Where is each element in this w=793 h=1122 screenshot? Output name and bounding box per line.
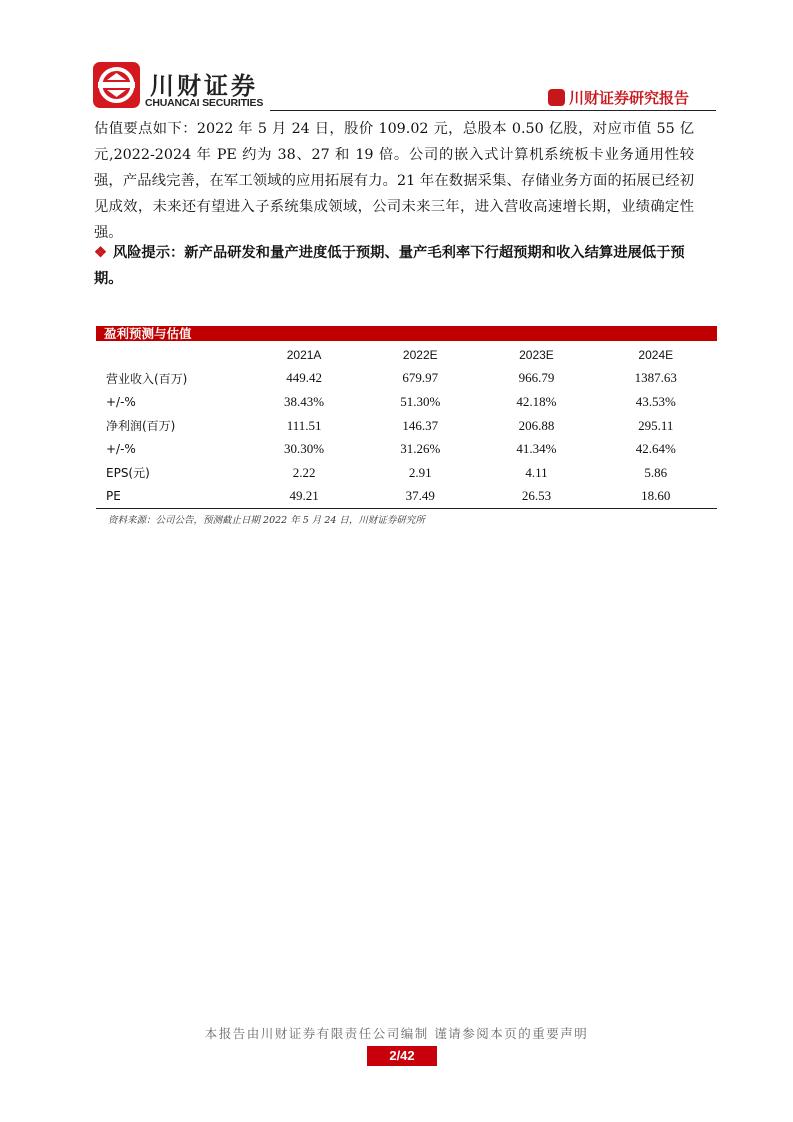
table-title: 盈利预测与估值 [96,326,717,341]
row-label: PE [106,489,121,504]
row-label: EPS(元) [106,466,150,481]
table-cell: 2.22 [292,464,316,480]
diamond-bullet-icon: ❖ [94,245,107,261]
table-cell: 449.42 [286,370,322,386]
brand-name-en: CHUANCAI SECURITIES [145,97,264,109]
brand-name-cn: 川财证券 [150,72,258,100]
table-cell: 31.26% [400,441,441,457]
footer-disclaimer: 本报告由川财证券有限责任公司编制 谨请参阅本页的重要声明 [204,1026,589,1041]
table-cell: 1387.63 [634,370,677,386]
table-cell: 42.64% [635,441,676,457]
table-cell: 146.37 [402,417,439,433]
table-source: 资料来源：公司公告，预测截止日期 2022 年 5 月 24 日，川财证券研究所 [108,515,425,526]
table-cell: 43.53% [635,393,676,409]
table-cell: 966.79 [518,370,555,386]
table-cell: 38.43% [284,393,325,409]
table-cell: 5.86 [644,464,668,480]
risk-text: 风险提示：新产品研发和量产进度低于预期、量产毛利率下行超预期和收入结算进展低于预期。 [94,245,685,287]
table-cell: 51.30% [400,393,441,409]
report-label [548,87,689,108]
row-label: +/-% [106,394,136,409]
table-cell: 2.91 [408,464,432,480]
table-row [96,390,717,414]
table-cell: 4.11 [525,464,548,480]
table-row [96,367,717,391]
table-cell: 679.97 [402,370,439,386]
valuation-paragraph: 估值要点如下：2022 年 5 月 24 日，股价 109.02 元，总股本 0.50 亿股，对应市值 55 亿元,2022-2024 年 PE 约为 38、27 和 19 倍。公司的嵌入式计算机系统板卡业务通用性较强，产品线完善，在军工领域的应用拓展有力。21 年在数据采集、存储业务方面的拓展已经初见成效，未来还有望进入子系统集成领域，公司未来三年，进入营收高速增长期，业绩确定性强。 [94,121,694,241]
brand-mark-icon [548,89,565,106]
table-cell: 18.60 [641,488,671,504]
header-cell: 2022E [402,347,438,362]
report-label-text: 川财证券研究报告 [569,89,690,107]
table-cell: 206.88 [518,417,555,433]
header-cell: 2021A [286,347,322,362]
row-label: 营业收入(百万) [106,371,188,386]
table-row [96,485,717,509]
table-header-row [96,343,717,367]
page-number: 2/42 [367,1046,437,1066]
table-cell: 41.34% [516,441,557,457]
table-cell: 295.11 [638,417,674,433]
header-cell: 2023E [519,347,554,362]
table-row [96,437,717,461]
header-cell [96,343,246,367]
header-cell: 2024E [638,347,674,362]
table-cell: 26.53 [521,488,552,504]
table-row [96,414,717,438]
header-divider [270,110,716,111]
row-label: +/-% [106,442,136,457]
forecast-table [96,343,717,509]
table-cell: 49.21 [289,488,319,504]
table-cell: 111.51 [286,417,322,433]
table-cell: 42.18% [516,393,557,409]
table-cell: 30.30% [284,441,325,457]
brand-logo-icon [93,62,140,108]
table-row [96,461,717,485]
risk-warning [94,240,704,292]
table-cell: 37.49 [405,488,435,504]
row-label: 净利润(百万) [106,419,176,434]
